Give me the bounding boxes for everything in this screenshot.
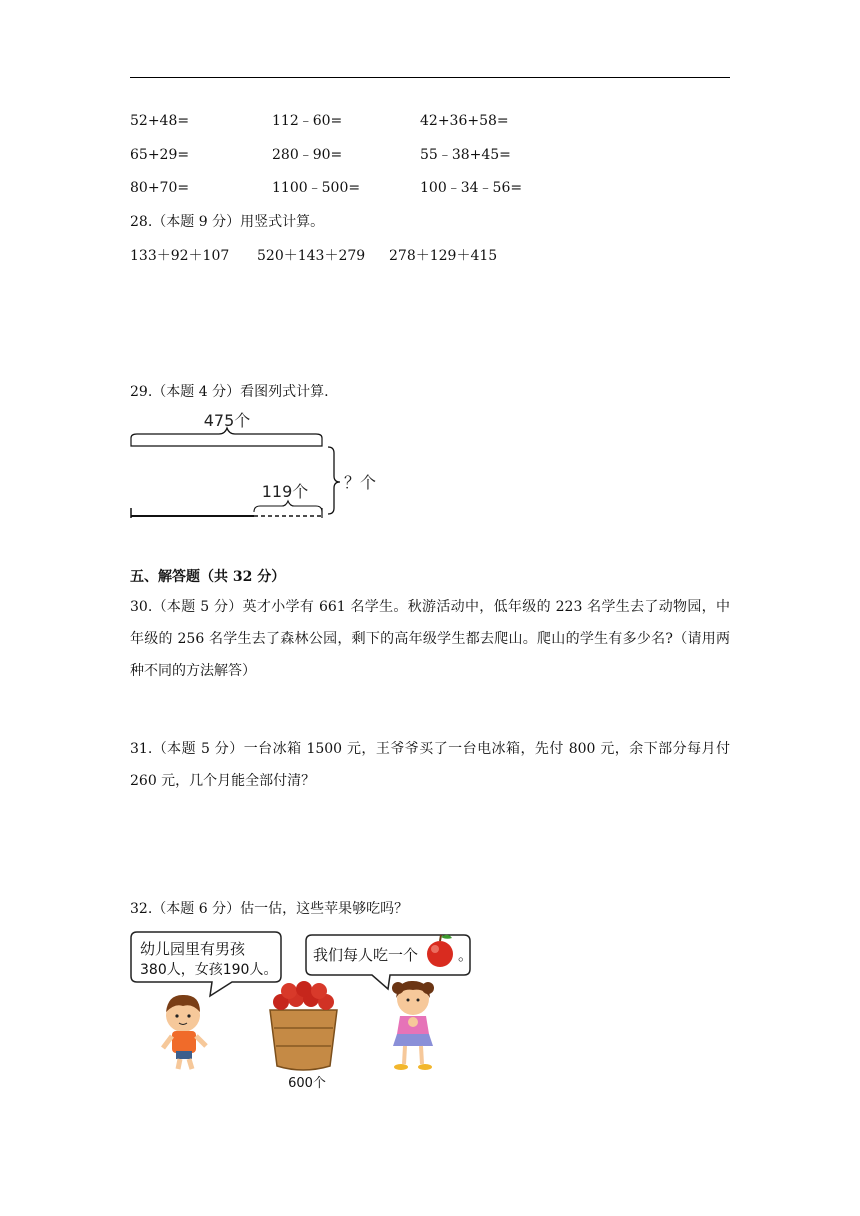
q28-item-2: 520＋143＋279 [257, 248, 366, 264]
calc-2-3: 55﹣38+45= [420, 147, 511, 163]
girl-figure [392, 981, 434, 1070]
calc-3-3: 100﹣34﹣56= [420, 180, 523, 196]
calc-2-1: 65+29= [130, 147, 190, 163]
question-label: ？个 [344, 473, 377, 492]
calc-3-1: 80+70= [130, 180, 190, 196]
calc-1-3: 42+36+58= [420, 113, 509, 129]
section5-title: 五、解答题（共 32 分） [130, 569, 286, 585]
q28-item-1: 133＋92＋107 [130, 248, 230, 264]
apple-basket [270, 981, 337, 1070]
q32-title: 32.（本题 6 分）估一估，这些苹果够吃吗？ [130, 901, 409, 917]
left-bubble-line1: 幼儿园里有男孩 [140, 940, 246, 958]
q30-text: 30.（本题 5 分）英才小学有 661 名学生。秋游活动中，低年级的 223 名学生去了动物园，中年级的 256 名学生去了森林公园，剩下的高年级学生都去爬山。爬山的学生有多少名?（请用两种不同的方法解答） [130, 599, 730, 679]
right-bubble-end: 。 [458, 946, 474, 964]
q28-title: 28.（本题 9 分）用竖式计算。 [130, 214, 325, 230]
left-bubble-line2: 380人，女孩190人。 [140, 962, 278, 978]
calc-3-2: 1100﹣500= [272, 180, 361, 196]
q31-text: 31.（本题 5 分）一台冰箱 1500 元，王爷爷买了一台电冰箱，先付 800 元，余下部分每月付 260 元，几个月能全部付清？ [130, 741, 730, 789]
q28-item-3: 278＋129＋415 [389, 248, 498, 264]
calc-1-2: 112﹣60= [272, 113, 343, 129]
basket-label: 600个 [288, 1076, 326, 1091]
top-label: 475个 [203, 411, 251, 430]
right-bubble-text: 我们每人吃一个 [313, 946, 419, 964]
boy-figure [163, 995, 206, 1069]
q29-title: 29.（本题 4 分）看图列式计算. [130, 384, 329, 400]
calc-1-1: 52+48= [130, 113, 190, 129]
calc-2-2: 280﹣90= [272, 147, 343, 163]
bottom-label: 119个 [261, 482, 309, 501]
